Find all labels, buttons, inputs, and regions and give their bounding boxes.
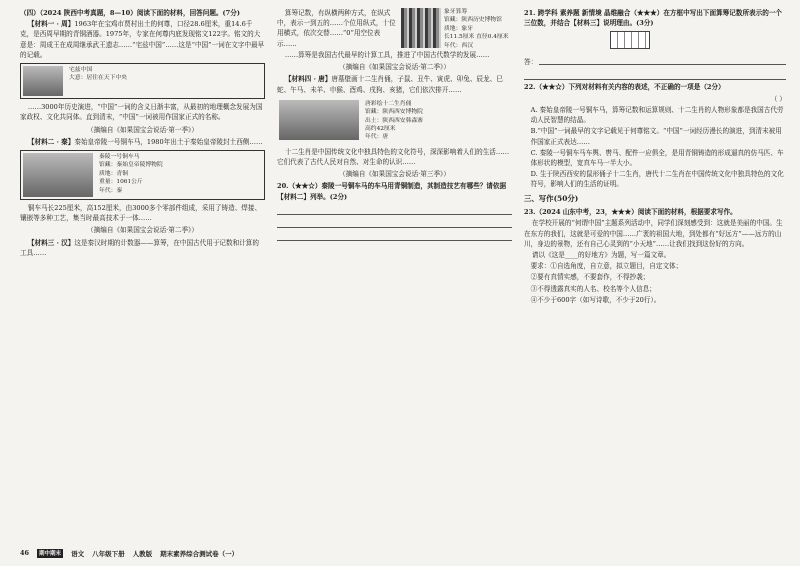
edition-label: 人教版 — [132, 550, 153, 558]
option-a[interactable]: A. 秦始皇帝陵一号铜车马，算筹记数和运算规则、十二生肖的人物形象都是我国古代劳动人民智慧的结晶。 — [530, 105, 784, 125]
question-20: 20.（★★☆）秦陵一号铜车马的车马用青铜制造，其制造技艺有哪些？请依据【材料二】列举。(2分) — [277, 182, 507, 201]
left-column — [20, 8, 265, 259]
subject-label: 语文 — [71, 550, 85, 558]
chariot-era: 年代：秦 — [99, 187, 123, 194]
essay-material: 在学校开展的“何谓中国”主题系列活动中，同学们深刻感受到：这就是美丽的中国。生在东方的我们，这就是可爱的中国……广袤的祖国大地，到处都有“好远方”——远方的山川，身边的景物，还有自己心灵到的“小天地”……让我们找到这份好的方向。 — [524, 219, 783, 248]
right-column — [524, 8, 786, 306]
zodiac-origin: 出土：陕西西安韩森寨 — [365, 117, 423, 124]
answer-label: 答： — [524, 58, 538, 67]
material4-text: 唐墓壁画十二生肖俑，子鼠、丑牛、寅虎、卯兔、辰龙、巳蛇、午马、未羊、申猴、酉鸡、戌狗、亥猪，它们依次排开…… — [277, 75, 503, 94]
reading-section-intro: （四）（2024 陕西中考真题，8—10）阅读下面的材料，回答问题。(7分) — [20, 9, 240, 17]
question-21: 21. 跨学科 素养题 新情境 晶维融合（★★★）在方框中写出下面算筹记数所表示的一个三位数，并结合【材料三】说明理由。(3分) — [524, 9, 783, 28]
material4-heading: 【材料四 · 唐】 — [284, 75, 332, 84]
rods-number-box[interactable] — [610, 31, 650, 49]
counting-rods-card — [401, 8, 512, 50]
material1-source: （摘编自《如果国宝会说话·第一季》） — [87, 125, 198, 134]
question-23: 23.（2024 山东中考，23，★★★）阅读下面的材料，根据要求写作。 — [524, 208, 737, 217]
option-c[interactable]: C. 秦陵一号铜车马车舆、辔马、配件一应俱全，是用青铜铸造的形成逼真的仿马匹、车体形状的模型，宽真车马一半大小。 — [530, 148, 784, 167]
question-22: 22.（★★☆）下列对材料有关内容的表述，不正确的一项是（2分） — [524, 83, 725, 92]
rods-size: 长11.5厘米 直径0.4厘米 — [444, 34, 509, 41]
chariot-museum: 馆藏：秦始皇帝陵博物院 — [99, 162, 163, 169]
material3-text: 这是秦汉时期的计数器——算筹，在中国古代用于记数和计算的工具…… — [20, 238, 259, 257]
requirement-2: ②要有真情实感，不要套作，不得抄袭； — [530, 273, 650, 282]
answer-line[interactable] — [277, 204, 512, 215]
essay-prompt: 请以《这是____的好地方》为题，写一篇文章。 — [531, 250, 671, 259]
material1-text2: ……3000年历史演进，“中国”一词的含义日渐丰富，从最初的地理概念发展为国家政权、文化共同体。直到清末，“中国”一词被用作国家正式的名称。 — [20, 103, 263, 122]
page-footer — [20, 549, 238, 558]
bronze-chariot-image — [23, 153, 93, 197]
bronze-chariot-card — [20, 150, 265, 200]
he-zun-title: 宅兹中国 — [69, 67, 93, 74]
material2-text: 秦始皇帝陵一号铜车马，1980年出土于秦始皇帝陵封土西侧…… — [74, 137, 263, 146]
he-zun-image — [23, 66, 63, 96]
chariot-material: 质地：青铜 — [99, 170, 128, 177]
counting-rods-image — [401, 8, 441, 48]
chariot-title: 秦陵一号铜车马 — [99, 153, 140, 160]
rods-title: 象牙算筹 — [444, 9, 468, 15]
requirement-3: ③不得透露真实的人名、校名等个人信息； — [530, 284, 656, 293]
requirement-1: 要求：①自选角度，自立意，拟立题目，自定文体； — [530, 262, 683, 271]
requirement-4: ④不少于600字（如写诗歌，不少于20行）。 — [530, 295, 661, 304]
rods-material: 质地：象牙 — [444, 25, 473, 32]
zodiac-card — [277, 98, 512, 144]
zodiac-figurines-image — [279, 100, 359, 140]
test-title: 期末素养综合测试卷（一） — [160, 550, 239, 558]
rods-era: 年代：西汉 — [444, 42, 473, 49]
material1-text: 1963年在宝鸡市贾村出土的何尊，口径28.6厘米，重14.6千克，是西周早期的青铜酒器。1975年，专家在何尊内底发现铭文122字。铭文的大意是：周成王在成周继承武王遗志……“宅兹中国”……这是“中国”一词在文字中最早的记载。 — [20, 20, 265, 59]
material4-source: （摘编自《如果国宝会说话·第三季》） — [339, 170, 450, 179]
counting-rods-text: 算筹记数，有纵横两种方式，在纵式中，表示一到五的……个位用纵式，十位用横式，依次交替……“0”用空位表示…… — [277, 9, 396, 48]
counting-rods-text2: ……算筹是我国古代最早的计算工具，推进了中国古代数学的发展…… — [284, 50, 490, 59]
rods-museum: 馆藏：陕西历史博物馆 — [444, 17, 502, 24]
answer-line[interactable] — [277, 217, 512, 228]
option-b[interactable]: B.“中国”一词最早的文字记载见于何尊铭文。“中国”一词经历漫长的演进，到清末被用作国家正式表达…… — [530, 127, 782, 146]
page-number: 46 — [20, 549, 30, 557]
zodiac-era: 年代：唐 — [365, 134, 389, 141]
grade-label: 八年级下册 — [92, 550, 125, 558]
material2-source: （摘编自《如果国宝会说话·第二季》） — [87, 226, 198, 235]
he-zun-card — [20, 63, 265, 99]
zodiac-height: 高约42厘米 — [365, 126, 396, 132]
option-d[interactable]: D. 生于陕西西安的鼠形俑子十二生肖，唐代十二生肖在中国传统文化中独具特色的文化符号，影响人们的生活的证明。 — [530, 170, 784, 189]
brand-badge: 期中期末 — [39, 551, 62, 557]
material1-heading: 【材料一 · 周】 — [27, 20, 75, 29]
material2-heading: 【材料二 · 秦】 — [27, 137, 75, 146]
counting-rods-figure — [604, 31, 786, 49]
material4-text2: 十二生肖是中国传统文化中独具特色的文化符号，深深影响着人们的生活……它们代表了古代人民对自然、对生命的认识…… — [277, 147, 510, 166]
middle-column — [277, 8, 512, 243]
he-zun-caption: 大意：居住在天下中央 — [69, 75, 127, 82]
material2-text2: 铜车马长225厘米，高152厘米，由3000多个零部件组成，采用了铸造、焊接、镶嵌等多种工艺，集当时最高技术于一体…… — [20, 203, 262, 223]
answer-line[interactable] — [277, 230, 512, 241]
answer-bracket[interactable]: （ ） — [770, 94, 786, 103]
material3-source: （摘编自《如果国宝会说话·第二季》） — [339, 63, 450, 72]
material3-heading: 【材料三 · 汉】 — [27, 238, 75, 247]
zodiac-museum: 馆藏：陕西西安博物院 — [365, 109, 423, 116]
writing-section-heading: 三、写作(50分) — [524, 193, 579, 203]
chariot-weight: 重量：1061公斤 — [99, 179, 143, 186]
zodiac-title: 唐彩绘十二生肖俑 — [365, 100, 412, 107]
answer-line[interactable] — [524, 69, 786, 80]
answer-line[interactable] — [539, 54, 786, 65]
